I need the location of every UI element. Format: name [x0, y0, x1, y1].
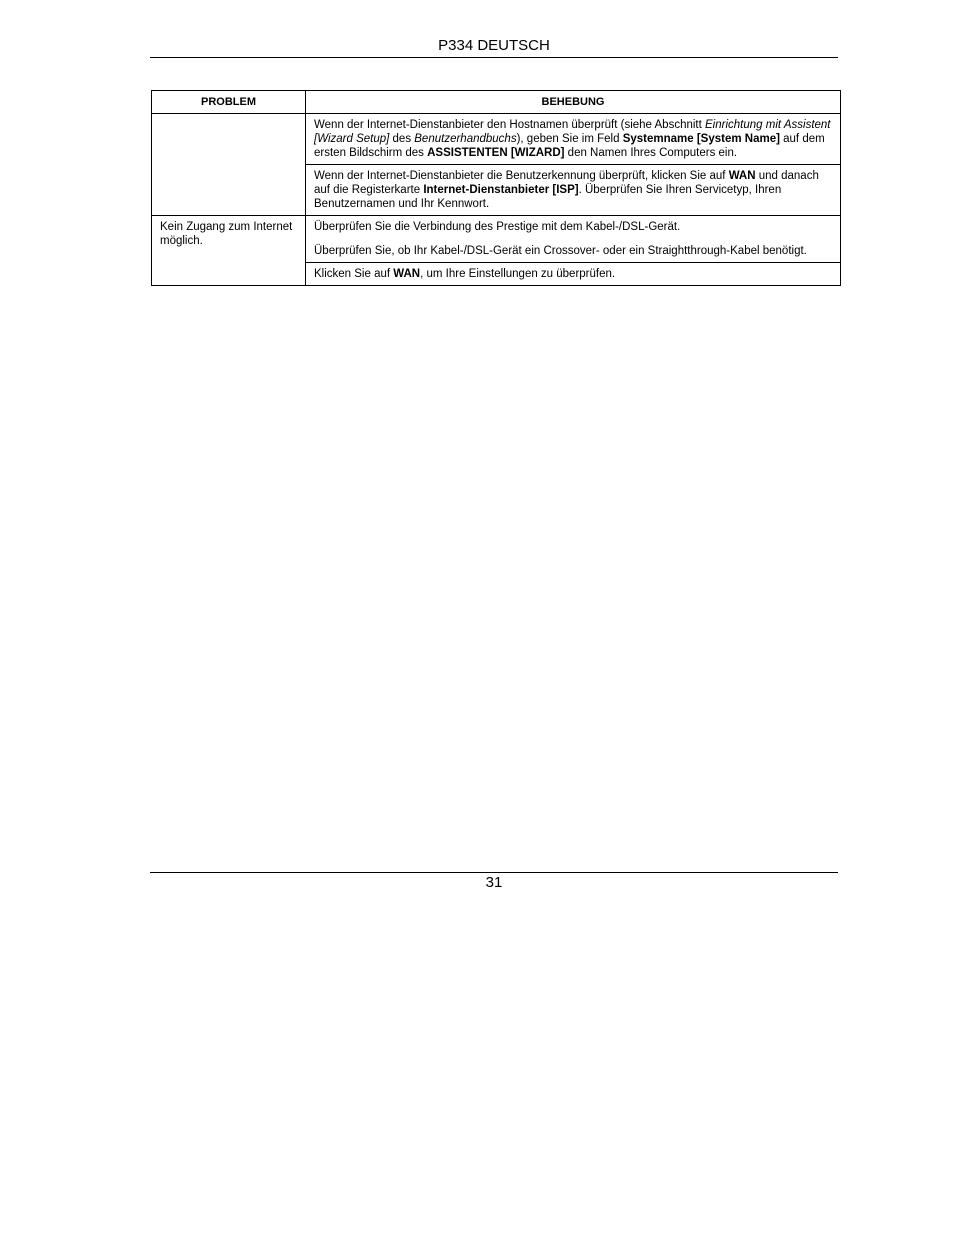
problem-text: Kein Zugang zum Internet möglich. — [160, 221, 293, 247]
troubleshooting-table — [151, 90, 841, 286]
solution-cell — [306, 263, 841, 286]
problem-cell — [152, 216, 306, 286]
table-row — [152, 114, 841, 165]
solution-text: Überprüfen Sie die Verbindung des Prestige mit dem Kabel-/DSL-Gerät. — [314, 221, 681, 233]
footer-rule — [150, 872, 838, 873]
header-rule — [150, 57, 838, 58]
solution-cell — [306, 165, 841, 216]
column-header-problem: PROBLEM — [152, 91, 306, 114]
page-number: 31 — [485, 874, 503, 891]
table-header-row — [152, 91, 841, 114]
solution-text: Wenn der Internet-Dienstanbieter den Hostnamen überprüft (siehe Abschnitt Einrichtung mit Assistent [Wizard Setup] des Benutzerhandbuchs), geben Sie im Feld Systemname [System Name] auf dem ersten Bildschirm des ASSISTENTEN [WIZARD] den Namen Ihres Computers ein. — [314, 119, 831, 159]
solution-cell — [306, 216, 841, 263]
problem-cell — [152, 114, 306, 216]
solution-cell — [306, 114, 841, 165]
solution-text: Wenn der Internet-Dienstanbieter die Benutzerkennung überprüft, klicken Sie auf WAN und danach auf die Registerkarte Internet-Dienstanbieter [ISP]. Überprüfen Sie Ihren Servicetyp, Ihren Benutzernamen und Ihr Kennwort. — [314, 170, 819, 210]
solution-text: Überprüfen Sie, ob Ihr Kabel-/DSL-Gerät ein Crossover- oder ein Straightthrough-Kabel benötigt. — [314, 245, 807, 257]
solution-text: Klicken Sie auf WAN, um Ihre Einstellungen zu überprüfen. — [314, 268, 616, 280]
column-header-solution: BEHEBUNG — [306, 91, 841, 114]
table-row — [152, 216, 841, 263]
page-header-title: P334 DEUTSCH — [438, 37, 550, 54]
